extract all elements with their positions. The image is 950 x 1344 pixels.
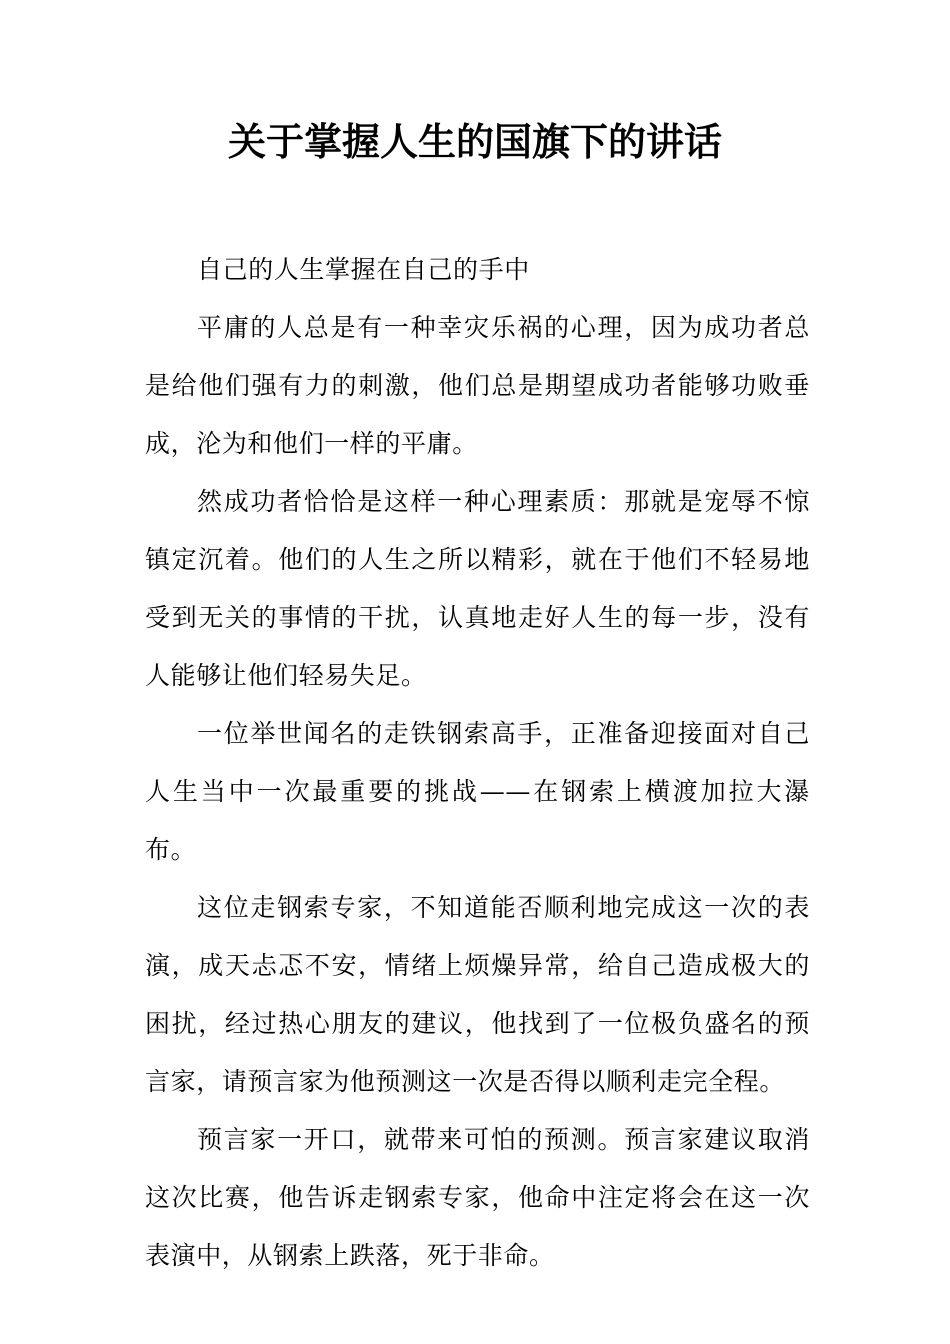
paragraph: 一位举世闻名的走铁钢索高手，正准备迎接面对自己人生当中一次最重要的挑战——在钢索上横渡加拉大瀑布。 bbox=[145, 719, 810, 864]
document-body bbox=[145, 241, 810, 1285]
paragraph: 这位走钢索专家，不知道能否顺利地完成这一次的表演，成天忐忑不安，情绪上烦燥异常，给自己造成极大的困扰，经过热心朋友的建议，他找到了一位极负盛名的预言家，请预言家为他预测这一次是否得以顺利走完全程。 bbox=[145, 893, 810, 1096]
paragraph: 平庸的人总是有一种幸灾乐祸的心理，因为成功者总是给他们强有力的刺激，他们总是期望成功者能够功败垂成，沦为和他们一样的平庸。 bbox=[145, 313, 810, 458]
paragraph: 自己的人生掌握在自己的手中 bbox=[197, 255, 530, 284]
paragraph: 预言家一开口，就带来可怕的预测。预言家建议取消这次比赛，他告诉走钢索专家，他命中注定将会在这一次表演中，从钢索上跌落，死于非命。 bbox=[145, 1125, 810, 1270]
paragraph: 然成功者恰恰是这样一种心理素质：那就是宠辱不惊镇定沉着。他们的人生之所以精彩，就在于他们不轻易地受到无关的事情的干扰，认真地走好人生的每一步，没有人能够让他们轻易失足。 bbox=[145, 487, 810, 690]
document-title: 关于掌握人生的国旗下的讲话 bbox=[227, 119, 722, 164]
